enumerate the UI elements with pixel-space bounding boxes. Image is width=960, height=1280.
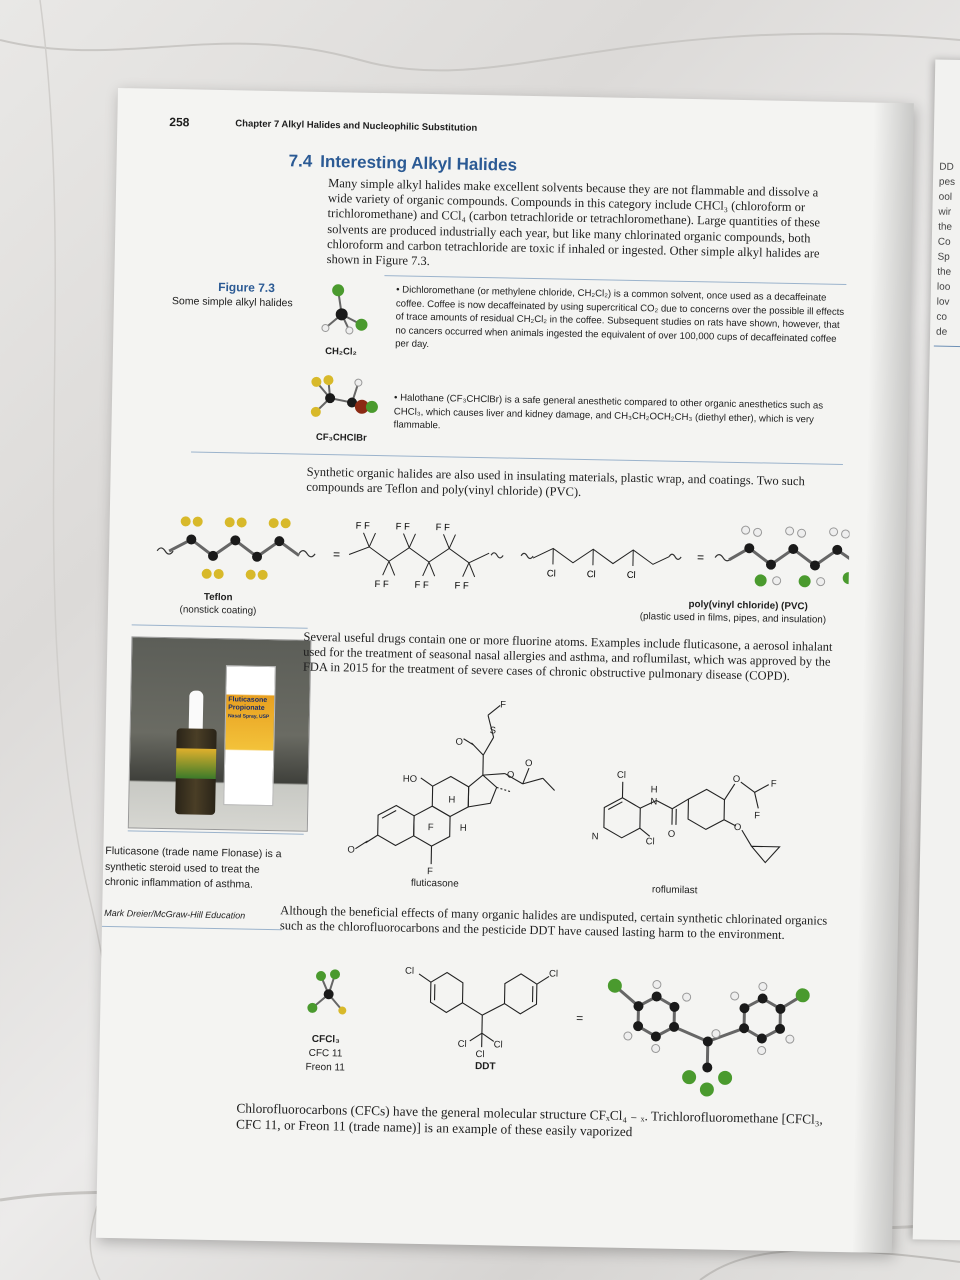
next-page-text: wir [938,206,952,218]
polymer-paragraph: Synthetic organic halides are also used in insulating materials, plastic wrap, and coatings. Two such compounds are Teflon and poly(vinyl chloride) (PVC). [306,464,805,500]
next-page-text: the [937,266,952,278]
atom-label: N [650,796,658,808]
section-heading [288,151,517,175]
atom-label: Cl [404,965,415,977]
next-page-text: de [935,326,948,338]
dichloromethane-model [311,280,382,351]
next-page-text: ool [938,191,953,203]
figure-bottom-rule [191,451,843,465]
figure-label: Figure 7.3 [218,279,276,296]
ddt-label: DDT [474,1061,496,1073]
atom-label: H [448,794,456,806]
next-page-text: Co [937,236,951,248]
fluorine-label: F F [395,521,410,533]
roflumilast-label: roflumilast [651,884,698,897]
chlorine-label: Cl [546,568,556,580]
atom-label: Cl [616,769,626,781]
teflon-fluorine-labels [354,521,470,592]
photo-caption: Fluticasone (trade name Flonase) is a synthetic steroid used to treat the chronic inflammation of asthma. [104,844,282,891]
chlorine-atom [366,401,378,413]
atom-label: Cl [645,836,655,848]
atom-label: Cl [457,1038,467,1050]
running-header: Chapter 7 Alkyl Halides and Nucleophilic Substitution [235,118,478,134]
chlorine-label: Cl [626,569,636,582]
product-line: Propionate [228,704,265,712]
molecule-label: CH₂Cl₂ [325,346,357,358]
chlorine-atom [332,284,344,296]
page-gutter-shadow [852,103,914,1254]
atom-label: F [770,778,777,790]
molecule-label: CF₃CHClBr [315,431,367,444]
chlorine-label: Cl [586,569,596,581]
atom-label: Cl [548,968,559,980]
atom-label: S [489,725,497,737]
roflumilast-structure [583,751,805,875]
intro-paragraph: Many simple alkyl halides make excellent solvents because they are not flammable and dissolve a wide variety of organic compounds. Compounds in this category include CHCl₃ (chloroform or trichloromethane) and CCl₄ (carbon tetrachloride or tetrachloromethane). Large quantities of these solvents are produced industrially each year, but like many chlorinated organic compounds, both chloroform and carbon tetrachloride are toxic if inhaled or ingested. Other simple alkyl halides are shown in Figure 7.3. [326,176,821,269]
next-page-text: loo [936,281,951,293]
fluorine-label: F F [454,580,469,592]
pvc-name: poly(vinyl chloride) (PVC) [688,599,808,613]
fluorine-atom [323,375,333,385]
next-page-text: DD [939,161,954,173]
next-page-edge [913,60,960,1241]
ddt-structure [399,960,571,1073]
fluticasone-label: fluticasone [410,877,459,890]
product-box-text [226,666,275,721]
photo-credit: Mark Dreier/McGraw-Hill Education [104,907,246,921]
spray-nozzle [189,690,204,730]
equals-sign: = [332,547,341,562]
dichloromethane-bullet: • Dichloromethane (or methylene chloride, CH₂Cl₂) is a common solvent, once used as a decaffeinate coffee. Coffee is now decaffeinated by using supercritical CO₂ due to concerns over the possible ill effects of trace amounts of residual CH₂Cl₂ in the coffee. Subsequent studies on rats have shown, however, that no cancers occurred when animals ingested the equivalent of over 100,000 cups of decaffeinated coffee per day. [395,284,845,351]
product-line: Nasal Spray, USP [227,713,270,721]
teflon-model [157,516,316,581]
cfc-name: CFC 11 [308,1047,343,1060]
cfc-formula: CFCl₃ [311,1033,340,1046]
equals-sign: = [576,1010,584,1026]
atom-label: O [667,828,676,840]
halothane-bullet: • Halothane (CF₃CHClBr) is a safe general anesthetic compared to other organic anesthetics such as CHCl₃, which causes liver and kidney damage, and CH₃CH₂OCH₂CH₃ (diethyl ether), which is very flammable. [393,392,824,432]
cfc-paragraph: Although the beneficial effects of many organic halides are undisputed, certain synthetic chlorinated organics such as the chlorofluorocarbons and the pesticide DDT have caused lasting harm to the environment. [279,903,828,943]
atom-label: O [525,757,533,770]
atom-label: O [455,736,463,748]
textbook-page [96,88,914,1253]
freon-name: Freon 11 [305,1061,345,1074]
chlorine-atom [316,971,326,981]
next-page-text: pes [938,176,956,188]
teflon-description: (nonstick coating) [179,604,257,617]
atom-label: H [650,784,658,796]
section-number: 7.4 [288,151,313,171]
halothane-model [307,372,388,434]
chlorine-atom [355,319,367,331]
chlorine-atom [330,969,340,979]
figure-caption: Some simple alkyl halides [171,295,293,310]
pvc-skeletal [533,548,669,567]
atom-label: H [459,822,467,834]
hydrogen-atom [346,327,353,334]
fluorine-label: F F [414,579,429,592]
credit-rule [102,926,282,930]
atom-label: F [427,822,434,834]
equals-sign: = [696,550,705,565]
atom-label: O [506,769,515,781]
fluticasone-structure [347,697,570,881]
atom-label: HO [402,773,418,785]
next-page-text: the [938,221,953,233]
atom-label: O [733,821,742,834]
cfcl3-model [300,964,361,1035]
atom-label: Cl [493,1039,503,1051]
next-page-text: Sp [937,251,950,263]
next-page-text: co [936,311,948,323]
teflon-skeletal [349,533,490,578]
next-page-text: lov [936,296,950,308]
page-number: 258 [169,114,190,130]
spray-bottle [175,728,217,815]
atom-label: O [732,773,741,786]
atom-label: F [426,866,433,878]
atom-label: O [347,844,355,856]
bottle-label [176,748,217,779]
fluorine-label: F F [435,522,450,534]
photo-top-rule [132,624,308,628]
atom-label: N [591,831,599,843]
atom-label: Cl [475,1049,485,1061]
product-line: Fluticasone [228,696,268,704]
product-box [223,665,276,806]
atom-label: F [500,699,507,711]
hydrogen-atom [322,324,329,331]
fluorine-label: F F [355,520,370,532]
fluorine-label: F F [374,579,389,591]
ddt-model [597,965,829,1099]
drug-paragraph: Several useful drugs contain one or more fluorine atoms. Examples include fluticasone, a aerosol inhalant used for the treatment of seasonal nasal allergies and asthma, and roflumilast, which was approved by the FDA in 2015 for the treatment of severe cases of chronic obstructive pulmonary disease (COPD). [302,629,833,684]
pvc-model [715,526,850,589]
teflon-name: Teflon [203,591,233,604]
hydrogen-atom [355,379,362,386]
pvc-chlorine-labels [547,568,636,581]
section-title: Interesting Alkyl Halides [320,151,518,175]
final-paragraph: Chlorofluorocarbons (CFCs) have the general molecular structure CFₓCl₄ ₋ ₓ. Trichlorofluoromethane [CFCl₃, CFC 11, or Freon 11 (trade name)] is an example of these easily vaporized [235,1100,823,1140]
fluticasone-photo [128,636,312,831]
atom-label: F [754,810,761,822]
pvc-description: (plastic used in films, pipes, and insulation) [639,611,827,626]
